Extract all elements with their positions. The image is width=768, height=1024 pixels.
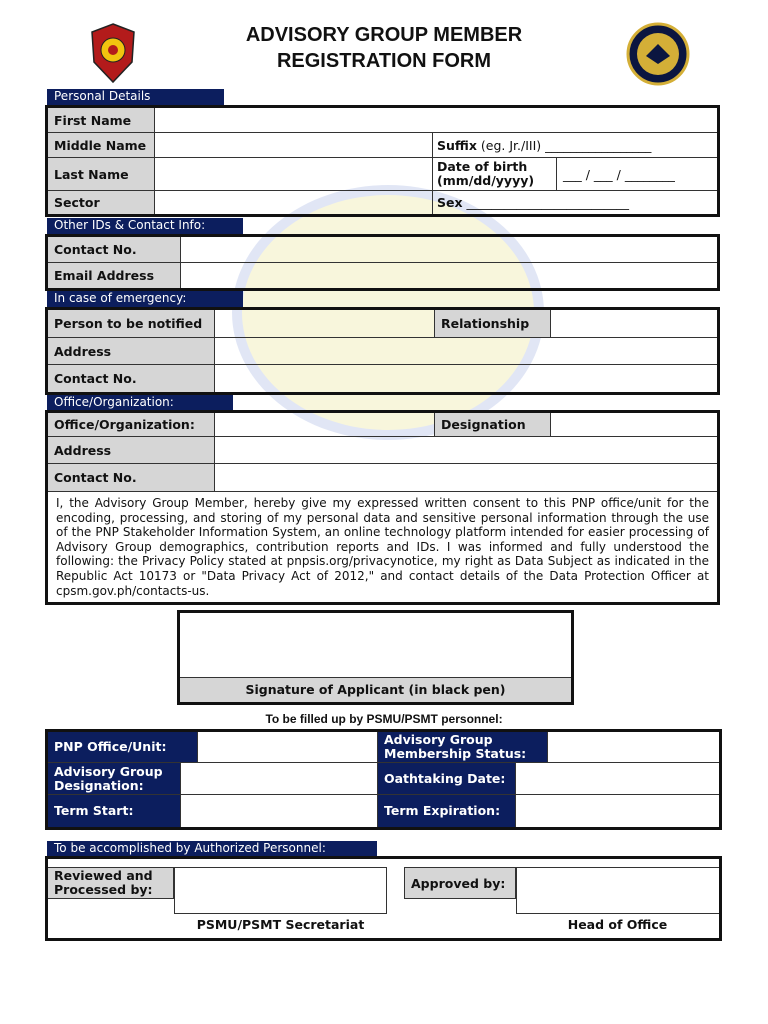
office-contact-field[interactable] [215,464,717,492]
pnp-logo [88,22,138,84]
section-contact-info: Other IDs & Contact Info: [47,218,243,234]
dob-label: Date of birth (mm/dd/yyyy) [433,158,557,191]
oathtaking-date-label: Oathtaking Date: [378,763,516,795]
suffix-field[interactable] [433,133,717,158]
membership-status-field[interactable] [548,732,719,763]
approved-signature-field[interactable] [516,867,719,914]
person-notified-field[interactable] [215,310,435,338]
relationship-field[interactable] [551,310,717,338]
sex-blank: __________________________ [466,195,630,210]
term-expiration-label: Term Expiration: [378,795,516,827]
form-title-line1: ADVISORY GROUP MEMBER [245,24,523,46]
dob-field[interactable]: ___ / ___ / ________ [557,158,717,191]
first-name-field[interactable] [155,108,717,133]
reviewed-signature-field[interactable] [174,867,387,914]
pnp-office-unit-field[interactable] [198,732,378,763]
contact-no-field[interactable] [181,237,717,263]
contact-no-label: Contact No. [48,237,181,263]
sex-field[interactable] [433,191,717,214]
emergency-contact-field[interactable] [215,365,717,392]
designation-field[interactable] [551,413,717,437]
office-address-label: Address [48,437,215,464]
reviewed-label: Reviewed and Processed by: [48,867,174,899]
last-name-field[interactable] [155,158,433,191]
head-of-office-caption: Head of Office [567,917,668,932]
designation-label: Designation [435,413,551,437]
suffix-hint: (eg. Jr./III) _________________ [480,137,652,153]
section-office: Office/Organization: [47,395,233,411]
last-name-label: Last Name [48,158,155,191]
form-title-line2: REGISTRATION FORM [276,50,492,72]
reviewed-signature-topline [174,867,387,868]
email-label: Email Address [48,263,181,288]
middle-name-field[interactable] [155,133,433,158]
term-expiration-field[interactable] [516,795,719,827]
oathtaking-date-field[interactable] [516,763,719,795]
office-address-field[interactable] [215,437,717,464]
ag-designation-field[interactable] [181,763,378,795]
psmu-heading: To be filled up by PSMU/PSMT personnel: [265,712,503,726]
sector-label: Sector [48,191,155,214]
relationship-label: Relationship [435,310,551,338]
signature-caption: Signature of Applicant (in black pen) [180,677,571,702]
office-field[interactable] [215,413,435,437]
term-start-label: Term Start: [48,795,181,827]
section-authorized: To be accomplished by Authorized Personnel: [47,841,377,857]
membership-status-label: Advisory Group Membership Status: [378,732,548,763]
term-start-field[interactable] [181,795,378,827]
consent-statement: I, the Advisory Group Member, hereby give my expressed written consent to this PNP office/unit for the encoding, processing, and storing of my personal data and sensitive personal information through the use of the PNP Stakeholder Information System, an online technology platform intended for easier processing of Advisory Group demographics, contribution reports and IDs. I was informed and fully understood the following: the Privacy Policy stated at pnpsis.org/privacynotice, my right as Data Subject as indicated in the Republic Act 10173 or "Data Privacy Act of 2012," and contact details of the Data Protection Officer at cpsm.gov.ph/contacts-us. [56,496,709,598]
first-name-label: First Name [48,108,155,133]
middle-name-label: Middle Name [48,133,155,158]
emergency-contact-label: Contact No. [48,365,215,392]
person-notified-label: Person to be notified [48,310,215,338]
section-emergency: In case of emergency: [47,291,243,307]
sector-field[interactable] [155,191,433,214]
sex-label: Sex [437,195,463,210]
office-label: Office/Organization: [48,413,215,437]
emergency-address-label: Address [48,338,215,365]
cpsm-seal-logo [626,22,690,86]
section-personal-details: Personal Details [47,89,224,105]
secretariat-caption: PSMU/PSMT Secretariat [196,917,365,932]
approved-label: Approved by: [404,867,516,899]
pnp-office-unit-label: PNP Office/Unit: [48,732,198,763]
office-contact-label: Contact No. [48,464,215,492]
suffix-label: Suffix [437,137,477,153]
email-field[interactable] [181,263,717,288]
ag-designation-label: Advisory Group Designation: [48,763,181,795]
emergency-address-field[interactable] [215,338,717,365]
